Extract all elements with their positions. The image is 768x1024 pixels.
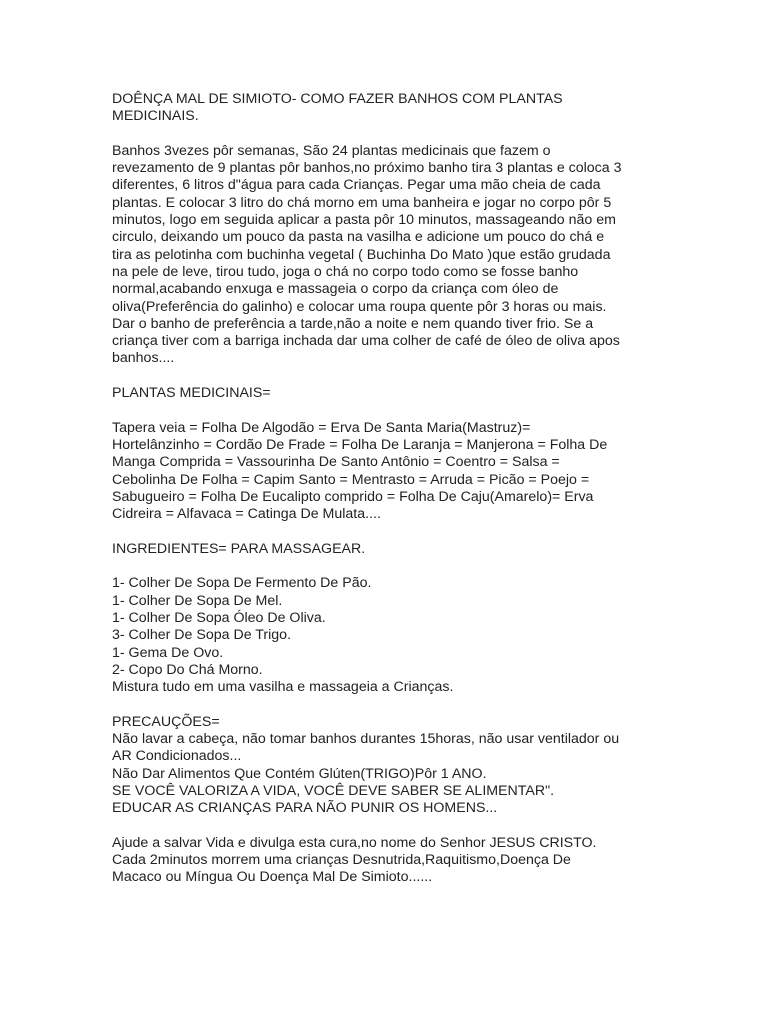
precautions-heading: PRECAUÇÕES=: [112, 713, 220, 730]
intro-line: circulo, deixando um pouco da pasta na vasilha e adicione um pouco do chá e: [112, 229, 605, 246]
plants-line: Hortelânzinho = Cordão De Frade = Folha De Laranja = Manjerona = Folha De: [112, 436, 608, 453]
ingredient-item: 1- Colher De Sopa De Mel.: [112, 592, 283, 609]
plants-line: Cidreira = Alfavaca = Catinga De Mulata....: [112, 506, 381, 523]
title-line: MEDICINAIS.: [112, 108, 199, 125]
intro-line: tira as pelotinha com buchinha vegetal ( Buchinha Do Mato )que estão grudada: [112, 246, 611, 263]
precaution-line: EDUCAR AS CRIANÇAS PARA NÃO PUNIR OS HOMENS...: [112, 800, 498, 817]
intro-line: na pele de leve, tirou tudo, joga o chá no corpo todo como se fosse banho: [112, 263, 579, 280]
intro-line: minutos, logo em seguida aplicar a pasta pôr 10 minutos, massageando não em: [112, 212, 616, 229]
intro-line: banhos....: [112, 350, 175, 367]
paragraph-gap: [112, 817, 664, 834]
precaution-line: Não Dar Alimentos Que Contém Glúten(TRIGO)Pôr 1 ANO.: [112, 765, 487, 782]
plants-line: Cebolinha De Folha = Capim Santo = Mentrasto = Arruda = Picão = Poejo =: [112, 471, 590, 488]
ingredient-item: 1- Colher De Sopa Óleo De Oliva.: [112, 609, 326, 626]
intro-paragraph: [112, 143, 664, 368]
paragraph-gap: [112, 402, 664, 419]
ingredients-list: [112, 575, 664, 696]
ingredient-item: 3- Colher De Sopa De Trigo.: [112, 627, 292, 644]
document-title: [112, 91, 664, 126]
precaution-line: SE VOCÊ VALORIZA A VIDA, VOCÊ DEVE SABER SE ALIMENTAR".: [112, 782, 555, 799]
paragraph-gap: [112, 558, 664, 575]
precaution-line: Não lavar a cabeça, não tomar banhos durantes 15horas, não usar ventilador ou: [112, 730, 620, 747]
plants-line: Manga Comprida = Vassourinha De Santo Antônio = Coentro = Salsa =: [112, 454, 560, 471]
plants-line: Sabugueiro = Folha De Eucalipto comprido = Folha De Caju(Amarelo)= Erva: [112, 488, 594, 505]
ingredients-heading: INGREDIENTES= PARA MASSAGEAR.: [112, 540, 366, 557]
closing-line: Cada 2minutos morrem uma crianças Desnutrida,Raquitismo,Doença De: [112, 852, 571, 869]
plants-line: Tapera veia = Folha De Algodão = Erva De Santa Maria(Mastruz)=: [112, 419, 531, 436]
closing-line: Macaco ou Míngua Ou Doença Mal De Simioto......: [112, 869, 433, 886]
paragraph-gap: [112, 523, 664, 540]
intro-line: plantas. E colocar 3 litro do chá morno em uma banheira e jogar no corpo pôr 5: [112, 194, 612, 211]
intro-line: Banhos 3vezes pôr semanas, São 24 plantas medicinais que fazem o: [112, 142, 551, 159]
intro-line: criança tiver com a barriga inchada dar uma colher de café de óleo de oliva apos: [112, 333, 620, 350]
ingredient-item: 2- Copo Do Chá Morno.: [112, 661, 263, 678]
ingredient-item: 1- Colher De Sopa De Fermento De Pão.: [112, 575, 372, 592]
intro-line: Dar o banho de preferência a tarde,não a noite e nem quando tiver frio. Se a: [112, 315, 594, 332]
title-line: DOÊNÇA MAL DE SIMIOTO- COMO FAZER BANHOS COM PLANTAS: [112, 91, 563, 107]
plants-list: [112, 420, 664, 524]
intro-line: oliva(Preferência do galinho) e colocar uma roupa quente pôr 3 horas ou mais.: [112, 298, 607, 315]
precautions-list: [112, 731, 664, 817]
plants-heading: PLANTAS MEDICINAIS=: [112, 385, 271, 402]
ingredient-instruction: Mistura tudo em uma vasilha e massageia a Crianças.: [112, 679, 454, 696]
closing-line: Ajude a salvar Vida e divulga esta cura,no nome do Senhor JESUS CRISTO.: [112, 834, 597, 851]
document-page: [112, 91, 664, 887]
paragraph-gap: [112, 696, 664, 713]
precaution-line: AR Condicionados...: [112, 748, 242, 765]
paragraph-gap: [112, 368, 664, 385]
ingredient-item: 1- Gema De Ovo.: [112, 644, 224, 661]
intro-line: revezamento de 9 plantas pôr banhos,no próximo banho tira 3 plantas e coloca 3: [112, 160, 622, 177]
paragraph-gap: [112, 126, 664, 143]
intro-line: diferentes, 6 litros d"água para cada Crianças. Pegar uma mão cheia de cada: [112, 177, 601, 194]
closing-paragraph: [112, 835, 664, 887]
intro-line: normal,acabando enxuga e massageia o corpo da criança com óleo de: [112, 281, 559, 298]
